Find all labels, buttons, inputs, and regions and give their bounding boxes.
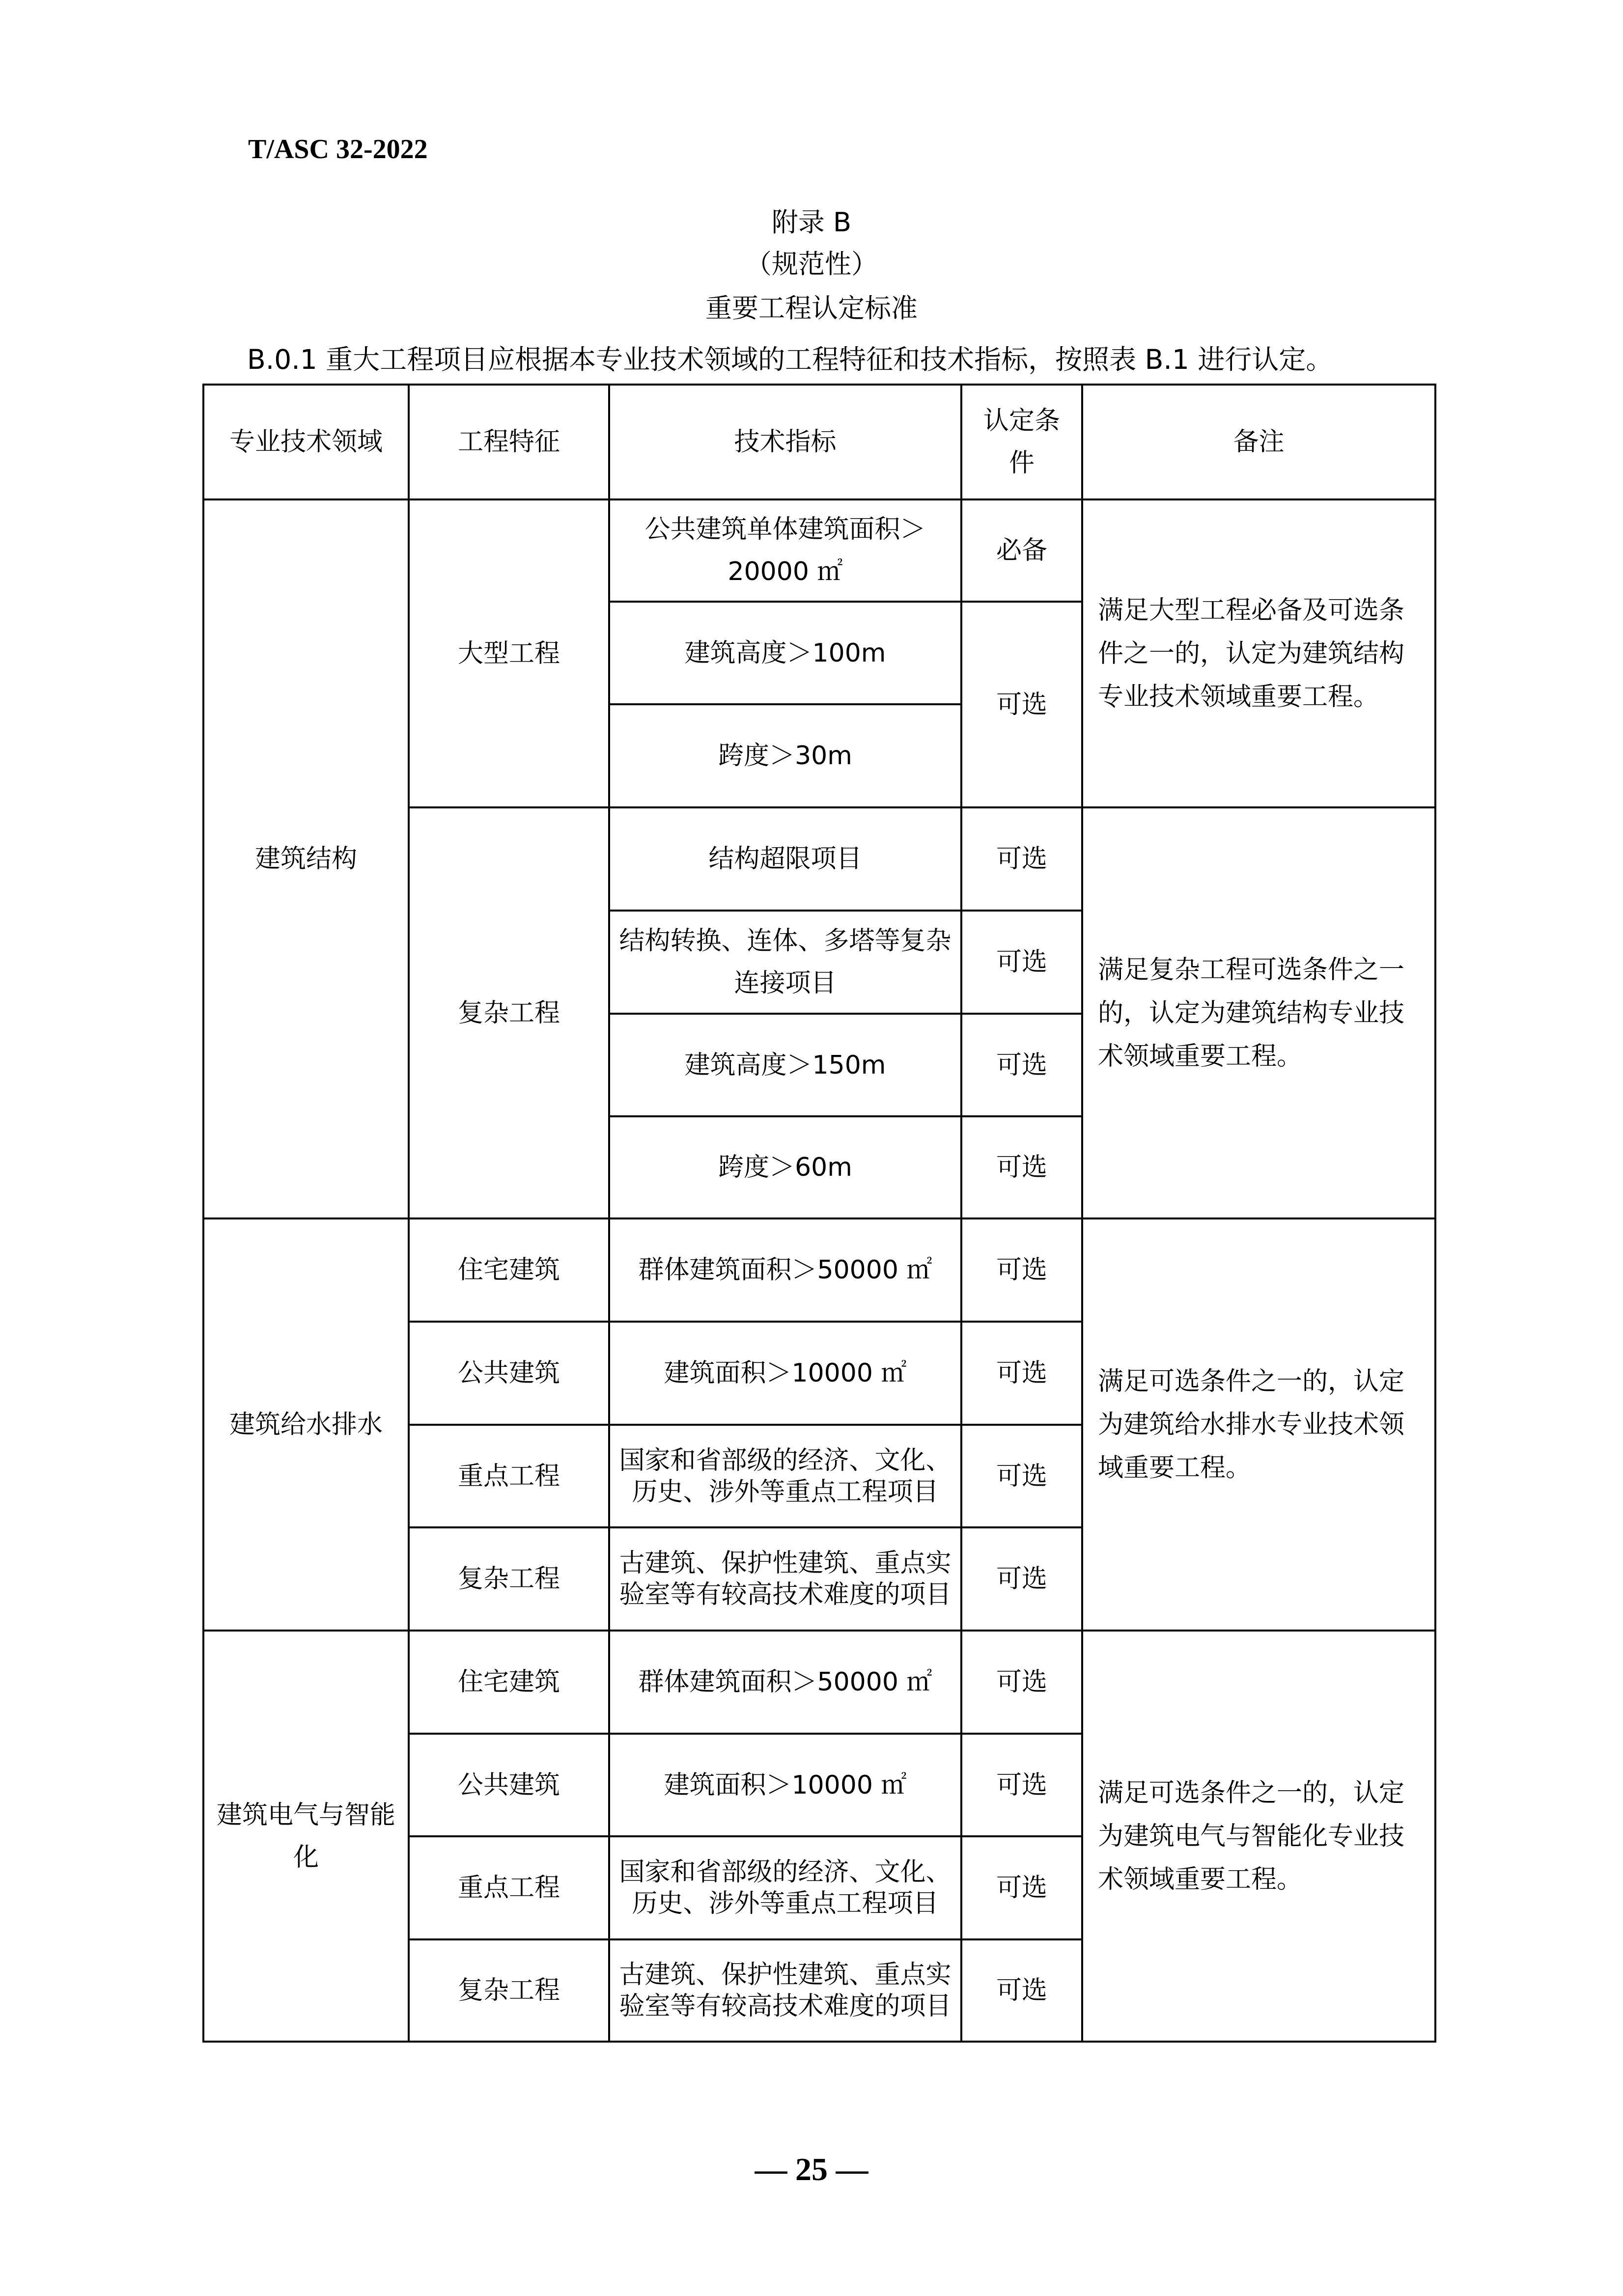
condition-cell: 可选 — [961, 1836, 1082, 1939]
indicator-cell: 公共建筑单体建筑面积＞20000 ㎡ — [609, 499, 961, 602]
table-row — [203, 1218, 1435, 1322]
indicator-cell: 古建筑、保护性建筑、重点实验室等有较高技术难度的项目 — [609, 1527, 961, 1631]
header-feature: 工程特征 — [409, 385, 609, 499]
indicator-cell: 群体建筑面积＞50000 ㎡ — [609, 1218, 961, 1322]
domain-cell: 建筑电气与智能化 — [203, 1631, 409, 2042]
document-code: T/ASC 32-2022 — [248, 134, 428, 165]
table-row — [203, 499, 1435, 602]
feature-cell: 复杂工程 — [409, 1527, 609, 1631]
feature-cell: 复杂工程 — [409, 1939, 609, 2042]
condition-cell: 可选 — [961, 1425, 1082, 1527]
condition-cell: 可选 — [961, 1527, 1082, 1631]
table-header-row — [203, 385, 1435, 499]
indicator-cell: 建筑高度＞100m — [609, 602, 961, 704]
indicator-cell: 建筑面积＞10000 ㎡ — [609, 1322, 961, 1425]
feature-cell: 大型工程 — [409, 499, 609, 807]
header-indicator: 技术指标 — [609, 385, 961, 499]
condition-cell: 可选 — [961, 1734, 1082, 1836]
appendix-label: 附录 B — [771, 207, 852, 238]
condition-cell: 可选 — [961, 1014, 1082, 1116]
feature-cell: 住宅建筑 — [409, 1631, 609, 1734]
feature-cell: 复杂工程 — [409, 807, 609, 1218]
indicator-cell: 结构超限项目 — [609, 807, 961, 911]
feature-cell: 公共建筑 — [409, 1322, 609, 1425]
condition-cell: 可选 — [961, 602, 1082, 807]
condition-cell: 可选 — [961, 1631, 1082, 1734]
note-cell: 满足可选条件之一的，认定为建筑给水排水专业技术领域重要工程。 — [1082, 1218, 1435, 1631]
indicator-cell: 国家和省部级的经济、文化、历史、涉外等重点工程项目 — [609, 1425, 961, 1527]
appendix-title: 重要工程认定标准 — [705, 293, 918, 324]
indicator-cell: 建筑高度＞150m — [609, 1014, 961, 1116]
note-cell: 满足可选条件之一的，认定为建筑电气与智能化专业技术领域重要工程。 — [1082, 1631, 1435, 2042]
indicator-cell: 群体建筑面积＞50000 ㎡ — [609, 1631, 961, 1734]
condition-cell: 必备 — [961, 499, 1082, 602]
feature-cell: 住宅建筑 — [409, 1218, 609, 1322]
criteria-table — [202, 384, 1436, 2043]
condition-cell: 可选 — [961, 911, 1082, 1014]
feature-cell: 重点工程 — [409, 1836, 609, 1939]
indicator-cell: 跨度＞30m — [609, 704, 961, 807]
condition-cell: 可选 — [961, 1218, 1082, 1322]
appendix-nature: （规范性） — [745, 249, 878, 279]
page-number: — 25 — — [755, 2152, 868, 2187]
condition-cell: 可选 — [961, 1939, 1082, 2042]
indicator-cell: 建筑面积＞10000 ㎡ — [609, 1734, 961, 1836]
domain-cell: 建筑给水排水 — [203, 1218, 409, 1631]
header-domain: 专业技术领域 — [203, 385, 409, 499]
condition-cell: 可选 — [961, 1322, 1082, 1425]
table-row — [203, 1631, 1435, 1734]
note-cell: 满足复杂工程可选条件之一的，认定为建筑结构专业技术领域重要工程。 — [1082, 807, 1435, 1218]
indicator-cell: 结构转换、连体、多塔等复杂连接项目 — [609, 911, 961, 1014]
indicator-cell: 古建筑、保护性建筑、重点实验室等有较高技术难度的项目 — [609, 1939, 961, 2042]
condition-cell: 可选 — [961, 1116, 1082, 1218]
header-note: 备注 — [1082, 385, 1435, 499]
indicator-cell: 跨度＞60m — [609, 1116, 961, 1218]
feature-cell: 公共建筑 — [409, 1734, 609, 1836]
intro-paragraph: B.0.1 重大工程项目应根据本专业技术领域的工程特征和技术指标，按照表 B.1 进行认定。 — [247, 344, 1333, 375]
note-cell: 满足大型工程必备及可选条件之一的，认定为建筑结构专业技术领域重要工程。 — [1082, 499, 1435, 807]
feature-cell: 重点工程 — [409, 1425, 609, 1527]
condition-cell: 可选 — [961, 807, 1082, 911]
domain-cell: 建筑结构 — [203, 499, 409, 1218]
indicator-cell: 国家和省部级的经济、文化、历史、涉外等重点工程项目 — [609, 1836, 961, 1939]
header-condition: 认定条件 — [961, 385, 1082, 499]
